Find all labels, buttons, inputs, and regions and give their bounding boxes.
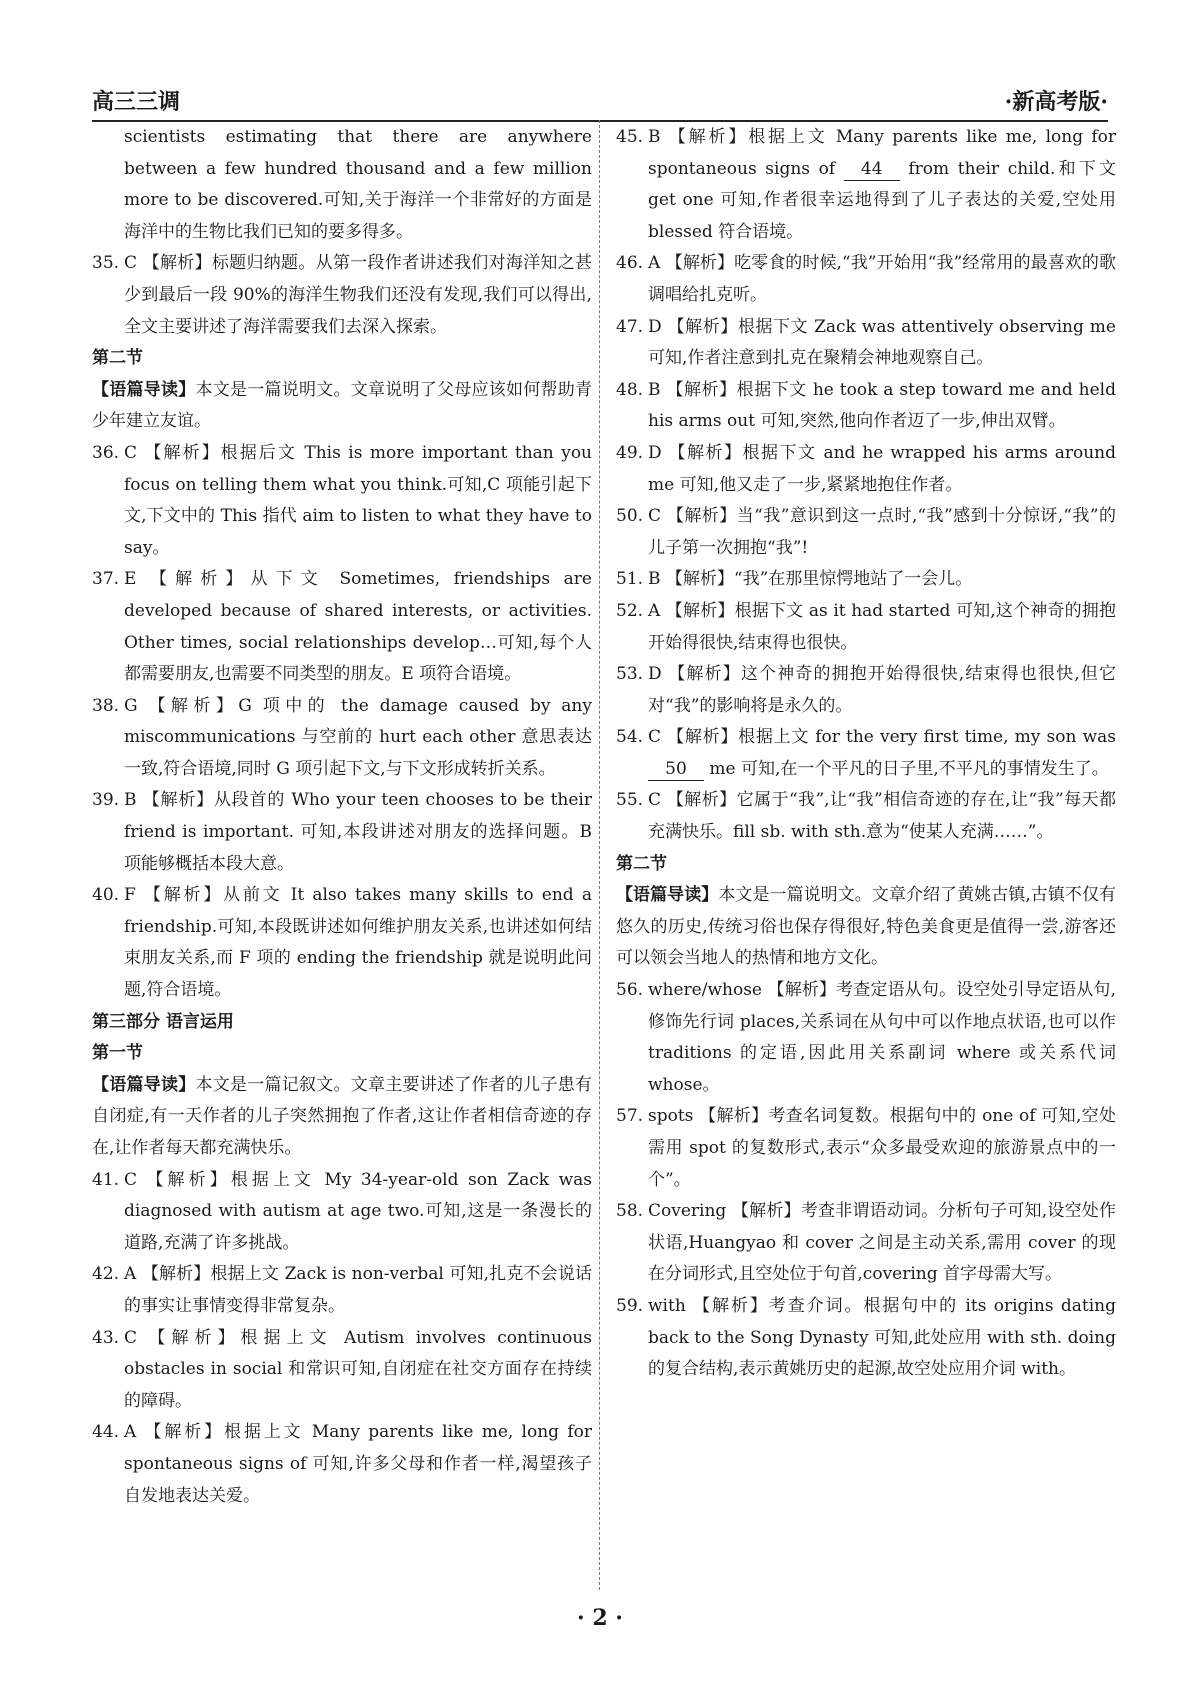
answer-item: 44. A 【解析】根据上文 Many parents like me, long for spontaneous signs of 可知,许多父母和作者一样,渴望孩子自发地表达关爱。	[92, 1417, 592, 1512]
question-number: 51.	[616, 569, 644, 590]
answer-item: 38. G 【解析】G 项中的 the damage caused by any miscommunications 与空前的 hurt each other 意思表达一致,符合语境,同时 G 项引起下文,与下文形成转折关系。	[92, 691, 592, 786]
question-number: 43.	[92, 1327, 120, 1348]
guide-tag: 【语篇导读】	[92, 1074, 196, 1095]
question-number: 55.	[616, 790, 644, 811]
answer-item: 53. D 【解析】这个神奇的拥抱开始得很快,结束得也很快,但它对“我”的影响将是永久的。	[616, 659, 1116, 722]
answer-item: 55. C 【解析】它属于“我”,让“我”相信奇迹的存在,让“我”每天都充满快乐。fill sb. with sth.意为“使某人充满……”。	[616, 785, 1116, 848]
blank-number: 50	[648, 758, 704, 781]
question-number: 40.	[92, 885, 120, 906]
question-number: 52.	[616, 600, 644, 621]
header-title: 高三三调	[92, 89, 181, 115]
answer-item: 36. C 【解析】根据后文 This is more important than you focus on telling them what you think.可知,C 项能引起下文,下文中的 This 指代 aim to listen to what they have to say。	[92, 438, 592, 564]
answer-item: 52. A 【解析】根据下文 as it had started 可知,这个神奇的拥抱开始得很快,结束得也很快。	[616, 596, 1116, 659]
reading-guide: 【语篇导读】本文是一篇说明文。文章说明了父母应该如何帮助青少年建立友谊。	[92, 379, 592, 432]
question-number: 48.	[616, 379, 644, 400]
question-number: 54.	[616, 727, 644, 748]
blank-number: 44	[844, 158, 900, 181]
question-number: 46.	[616, 253, 644, 274]
question-number: 47.	[616, 316, 644, 337]
answer-item: 46. A 【解析】吃零食的时候,“我”开始用“我”经常用的最喜欢的歌调唱给扎克听。	[616, 248, 1116, 311]
question-number: 41.	[92, 1169, 120, 1190]
question-number: 38.	[92, 695, 120, 716]
reading-guide: 【语篇导读】本文是一篇说明文。文章介绍了黄姚古镇,古镇不仅有悠久的历史,传统习俗也保存得很好,特色美食更是值得一尝,游客还可以领会当地人的热情和地方文化。	[616, 885, 1117, 969]
answer-item: 41. C 【解析】根据上文 My 34-year-old son Zack was diagnosed with autism at age two.可知,这是一条漫长的道路,充满了许多挑战。	[92, 1165, 592, 1260]
left-column	[92, 122, 592, 1512]
answer-item: 59. with 【解析】考查介词。根据句中的 its origins dating back to the Song Dynasty 可知,此处应用 with sth. doing 的复合结构,表示黄姚历史的起源,故空处应用介词 with。	[616, 1291, 1116, 1386]
question-number: 39.	[92, 790, 120, 811]
page-header	[92, 76, 1108, 122]
column-divider	[599, 120, 600, 1590]
answer-item: 35. C 【解析】标题归纳题。从第一段作者讲述我们对海洋知之甚少到最后一段 90%的海洋生物我们还没有发现,我们可以得出,全文主要讲述了海洋需要我们去深入探索。	[92, 248, 592, 343]
answer-item: 45. B 【解析】根据上文 Many parents like me, long for spontaneous signs of 44 from their child.和下文 get one 可知,作者很幸运地得到了儿子表达的关爱,空处用 blessed 符合语境。	[616, 122, 1116, 248]
answer-item: 43. C 【解析】根据上文 Autism involves continuous obstacles in social 和常识可知,自闭症在社交方面存在持续的障碍。	[92, 1323, 592, 1418]
header-edition: ·新高考版·	[1004, 89, 1108, 115]
answer-continuation: scientists estimating that there are anywhere between a few hundred thousand and a few million more to be discovered.可知,关于海洋一个非常好的方面是海洋中的生物比我们已知的要多得多。	[124, 127, 592, 242]
question-number: 57.	[616, 1106, 644, 1127]
question-number: 53.	[616, 664, 644, 685]
answer-item: 50. C 【解析】当“我”意识到这一点时,“我”感到十分惊讶,“我”的儿子第一次拥抱“我”!	[616, 501, 1116, 564]
answer-item: 47. D 【解析】根据下文 Zack was attentively observing me 可知,作者注意到扎克在聚精会神地观察自己。	[616, 312, 1116, 375]
section-heading: 第一节	[92, 1043, 143, 1064]
answer-item: 54. C 【解析】根据上文 for the very first time, my son was 50 me 可知,在一个平凡的日子里,不平凡的事情发生了。	[616, 722, 1116, 785]
question-number: 44.	[92, 1422, 120, 1443]
right-column	[616, 122, 1116, 1386]
question-number: 59.	[616, 1295, 644, 1316]
question-number: 50.	[616, 506, 644, 527]
answer-item: 49. D 【解析】根据下文 and he wrapped his arms around me 可知,他又走了一步,紧紧地抱住作者。	[616, 438, 1116, 501]
question-number: 42.	[92, 1264, 120, 1285]
guide-tag: 【语篇导读】	[92, 379, 196, 400]
section-heading: 第三部分 语言运用	[92, 1011, 234, 1032]
question-number: 56.	[616, 980, 644, 1001]
question-number: 49.	[616, 442, 644, 463]
reading-guide: 【语篇导读】本文是一篇记叙文。文章主要讲述了作者的儿子患有自闭症,有一天作者的儿子突然拥抱了作者,这让作者相信奇迹的存在,让作者每天都充满快乐。	[92, 1074, 592, 1158]
answer-item: 56. where/whose 【解析】考查定语从句。设空处引导定语从句,修饰先行词 places,关系词在从句中可以作地点状语,也可以作 traditions 的定语,因此用关系副词 where 或关系代词 whose。	[616, 975, 1116, 1101]
question-number: 36.	[92, 442, 120, 463]
answer-item: 42. A 【解析】根据上文 Zack is non-verbal 可知,扎克不会说话的事实让事情变得非常复杂。	[92, 1259, 592, 1322]
answer-item: 37. E 【解析】从下文 Sometimes, friendships are developed because of shared interests, or activities. Other times, social relationships develop…可知,每个人都需要朋友,也需要不同类型的朋友。E 项符合语境。	[92, 564, 592, 690]
section-heading: 第二节	[92, 348, 143, 369]
answer-item: 40. F 【解析】从前文 It also takes many skills to end a friendship.可知,本段既讲述如何维护朋友关系,也讲述如何结束朋友关系,而 F 项的 ending the friendship 就是说明此问题,符合语境。	[92, 880, 592, 1006]
question-number: 35.	[92, 253, 120, 274]
section-heading: 第二节	[616, 853, 667, 874]
question-number: 45.	[616, 127, 644, 147]
answer-item: 51. B 【解析】“我”在那里惊愕地站了一会儿。	[616, 564, 1116, 596]
answer-item: 58. Covering 【解析】考查非谓语动词。分析句子可知,设空处作状语,Huangyao 和 cover 之间是主动关系,需用 cover 的现在分词形式,且空处位于句首,covering 首字母需大写。	[616, 1196, 1116, 1291]
answer-item: 57. spots 【解析】考查名词复数。根据句中的 one of 可知,空处需用 spot 的复数形式,表示“众多最受欢迎的旅游景点中的一个”。	[616, 1101, 1116, 1196]
answer-item: 48. B 【解析】根据下文 he took a step toward me and held his arms out 可知,突然,他向作者迈了一步,伸出双臂。	[616, 375, 1116, 438]
page-number: · 2 ·	[577, 1605, 623, 1631]
answer-item: 39. B 【解析】从段首的 Who your teen chooses to be their friend is important. 可知,本段讲述对朋友的选择问题。B 项能够概括本段大意。	[92, 785, 592, 880]
guide-tag: 【语篇导读】	[616, 885, 719, 906]
question-number: 58.	[616, 1201, 644, 1222]
question-number: 37.	[92, 569, 120, 590]
